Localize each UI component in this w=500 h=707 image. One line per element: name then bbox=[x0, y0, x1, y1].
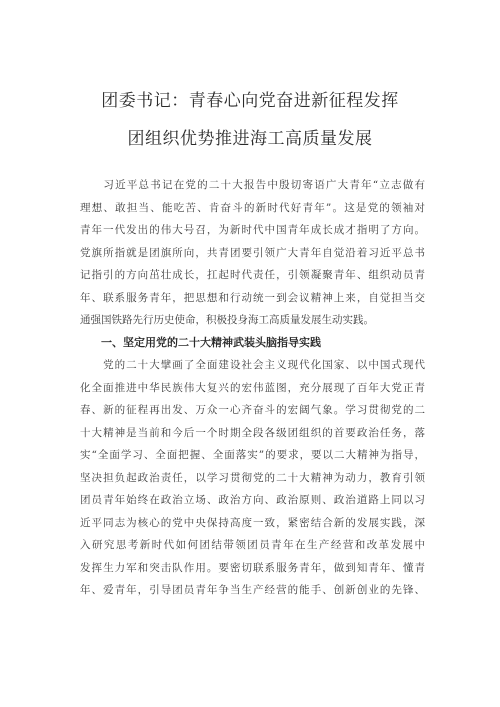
document-title-line-2: 团组织优势推进海工高质量发展 bbox=[127, 129, 373, 149]
paragraph-line: 年、联系服务青年，把思想和行动统一到会议精神上来，自觉担当交 bbox=[80, 291, 425, 304]
paragraph-line: 春、新的征程再出发、万众一心齐奋斗的宏阔气象。学习贯彻党的二 bbox=[80, 404, 425, 416]
paragraph-line: 党旗所指就是团旗所向，共青团要引领广大青年自觉沿着习近平总书 bbox=[80, 246, 425, 259]
paragraph-line: 青年一代发出的伟大号召，为新时代中国青年成长成才指明了方向。 bbox=[80, 224, 425, 236]
paragraph-line: 团员青年始终在政治立场、政治方向、政治原则、政治道路上同以习 bbox=[80, 494, 425, 506]
paragraph-line: 化全面推进中华民族伟大复兴的宏伟蓝图，充分展现了百年大党正青 bbox=[80, 381, 425, 394]
paragraph-line: 党的二十大擘画了全面建设社会主义现代化国家、以中国式现代 bbox=[80, 359, 425, 371]
paragraph-line: 通强国铁路先行历史使命，积极投身海工高质量发展生动实践。 bbox=[80, 314, 374, 326]
paragraph-line: 十大精神是当前和今后一个时期全段各级团组织的首要政治任务，落 bbox=[80, 426, 425, 439]
paragraph-line: 年、爱青年，引导团员青年争当生产经营的能手、创新创业的先锋、 bbox=[80, 584, 425, 596]
section-heading: 一、坚定用党的二十大精神武装头脑指导实践 bbox=[101, 335, 321, 349]
paragraph-line: 入研究思考新时代如何团结带领团员青年在生产经营和改革发展中 bbox=[80, 539, 425, 551]
paragraph-line: 记指引的方向茁壮成长，扛起时代责任，引领凝聚青年、组织动员青 bbox=[80, 269, 425, 281]
paragraph-1 bbox=[80, 174, 425, 602]
paragraph-line: 坚决担负起政治责任，以学习贯彻党的二十大精神为动力，教育引领 bbox=[80, 471, 425, 484]
paragraph-line: 理想、敢担当、能吃苦、肯奋斗的新时代好青年”。这是党的领袖对 bbox=[80, 201, 425, 214]
document-title-line-1: 团委书记：青春心向党奋进新征程发挥 bbox=[101, 91, 399, 111]
paragraph-line: 发挥生力军和突击队作用。要密切联系服务青年，做到知青年、懂青 bbox=[80, 561, 425, 574]
paragraph-line: 实“全面学习、全面把握、全面落实”的要求，要以二大精神为指导， bbox=[80, 449, 425, 461]
paragraph-line: 近平同志为核心的党中央保持高度一致，紧密结合新的发展实践，深 bbox=[80, 516, 425, 529]
paragraph-line: 习近平总书记在党的二十大报告中殷切寄语广大青年“立志做有 bbox=[80, 179, 425, 191]
